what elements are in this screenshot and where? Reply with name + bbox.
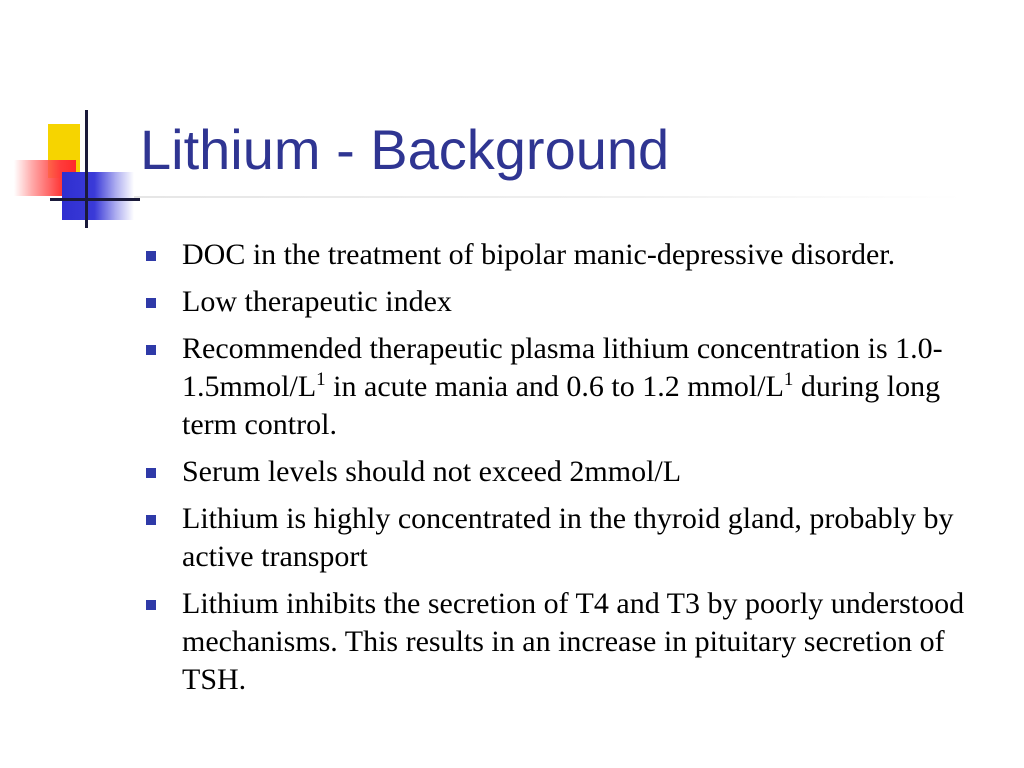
bullet-text: Lithium inhibits the secretion of T4 and T3 by poorly understood mechanisms. This results in an increase in pituitary secretion of TSH. bbox=[182, 587, 965, 696]
bullet-list bbox=[146, 236, 996, 708]
bullet-item bbox=[146, 453, 996, 491]
bullet-text-part: during long term control. bbox=[182, 370, 941, 441]
blue-square-decoration bbox=[62, 172, 134, 220]
horizontal-line-decoration bbox=[50, 198, 140, 201]
bullet-text-part: Recommended therapeutic plasma lithium concentration is 1.0-1.5mmol/L bbox=[182, 332, 943, 403]
footnote-superscript: 1 bbox=[316, 369, 326, 390]
bullet-item bbox=[146, 330, 996, 444]
bullet-text: Serum levels should not exceed 2mmol/L bbox=[182, 455, 682, 488]
square-bullet-icon bbox=[146, 515, 156, 525]
bullet-item bbox=[146, 283, 996, 321]
vertical-line-decoration bbox=[85, 110, 88, 228]
bullet-text: Low therapeutic index bbox=[182, 285, 452, 318]
slide-title: Lithium - Background bbox=[140, 118, 670, 181]
footnote-superscript: 1 bbox=[783, 369, 794, 390]
square-bullet-icon bbox=[146, 600, 156, 610]
bullet-text-part: in acute mania and 0.6 to 1.2 mmol/L bbox=[325, 370, 784, 403]
square-bullet-icon bbox=[146, 468, 156, 478]
bullet-text: Lithium is highly concentrated in the thyroid gland, probably by active transport bbox=[182, 502, 954, 573]
bullet-item bbox=[146, 500, 996, 576]
title-underline bbox=[134, 196, 964, 198]
bullet-item bbox=[146, 236, 996, 274]
bullet-text: DOC in the treatment of bipolar manic-depressive disorder. bbox=[182, 238, 896, 271]
square-bullet-icon bbox=[146, 298, 156, 308]
square-bullet-icon bbox=[146, 251, 156, 261]
bullet-text bbox=[182, 332, 943, 441]
bullet-item bbox=[146, 585, 996, 699]
square-bullet-icon bbox=[146, 345, 156, 355]
